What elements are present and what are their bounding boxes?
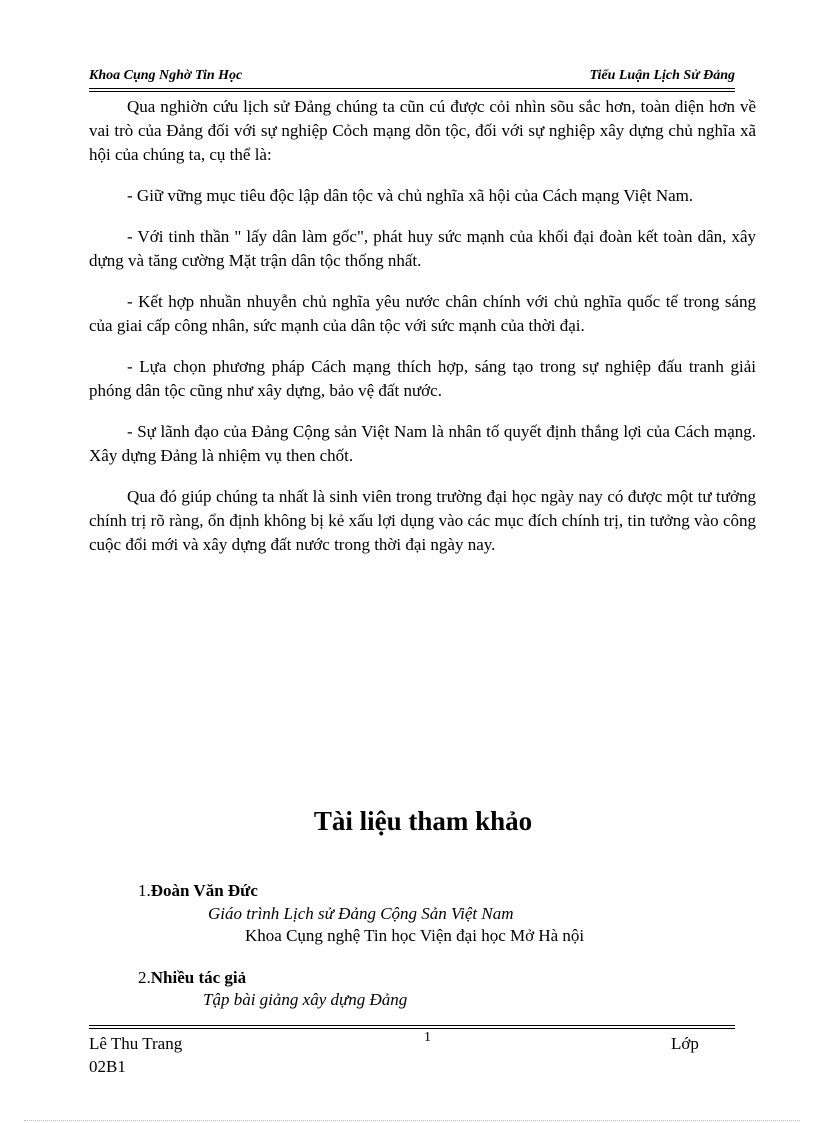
footer-author-name: Lê Thu Trang — [89, 1034, 183, 1053]
references-title: Tài liệu tham khảo — [313, 806, 533, 836]
reference-1-book: Giáo trình Lịch sử Đảng Cộng Sản Việt Nam — [208, 904, 514, 923]
reference-2-book: Tập bài giảng xây dựng Đảng — [203, 990, 408, 1009]
header-document-title: Tiểu Luận Lịch Sử Đảng — [589, 68, 735, 83]
footer-class-code: 02B1 — [89, 1057, 126, 1076]
paragraph-point-3: - Kết hợp nhuần nhuyễn chủ nghĩa yêu nước chân chính với chủ nghĩa quốc tế trong sáng của giai cấp công nhân, sức mạnh của dân tộc với sức mạnh của thời đại. — [89, 292, 756, 335]
reference-1-publisher: Khoa Cụng nghệ Tin học Viện đại học Mở Hà nội — [245, 926, 585, 945]
page-number: 1 — [424, 1030, 431, 1045]
reference-2-number: 2. — [138, 968, 151, 987]
reference-1 — [138, 881, 258, 901]
paragraph-intro: Qua nghiờn cứu lịch sử Đảng chúng ta cũn cú được cỏi nhìn sõu sắc hơn, toàn diện hơn về vai trò của Đảng đối với sự nghiệp Cỏch mạng dõn tộc, đối với sự nghiệp xây dựng chủ nghĩa xã hội của chúng ta, cụ thể là: — [89, 97, 756, 164]
header-rule — [89, 88, 735, 92]
page-bottom-dotted-line — [24, 1120, 800, 1121]
reference-2 — [138, 968, 246, 988]
reference-2-author: Nhiều tác giả — [150, 968, 247, 987]
paragraph-point-4: - Lựa chọn phương pháp Cách mạng thích hợp, sáng tạo trong sự nghiệp đấu tranh giải phóng dân tộc cũng như xây dựng, bảo vệ đất nước. — [89, 357, 756, 400]
footer-class-label: Lớp — [671, 1034, 699, 1053]
paragraph-point-5: - Sự lãnh đạo của Đảng Cộng sản Việt Nam là nhân tố quyết định thắng lợi của Cách mạng. Xây dựng Đảng là nhiệm vụ then chốt. — [89, 422, 756, 465]
body-text — [89, 95, 756, 574]
reference-1-author: Đoàn Văn Đức — [150, 881, 258, 900]
page-header — [89, 66, 735, 88]
reference-1-number: 1. — [138, 881, 151, 900]
header-faculty: Khoa Cụng Nghờ Tin Học — [89, 68, 243, 83]
paragraph-conclusion: Qua đó giúp chúng ta nhất là sinh viên trong trường đại học ngày nay có được một tư tưởng chính trị rõ ràng, ổn định không bị kẻ xấu lợi dụng vào các mục đích chính trị, tin tưởng vào công cuộc đổi mới và xây dựng đất nước trong thời đại ngày nay. — [89, 487, 756, 554]
paragraph-point-1: - Giữ vững mục tiêu độc lập dân tộc và chủ nghĩa xã hội của Cách mạng Việt Nam. — [127, 186, 694, 205]
paragraph-point-2: - Với tinh thần " lấy dân làm gốc", phát huy sức mạnh của khối đại đoàn kết toàn dân, xây dựng và tăng cường Mặt trận dân tộc thống nhất. — [89, 227, 756, 270]
footer-rule — [89, 1025, 735, 1029]
